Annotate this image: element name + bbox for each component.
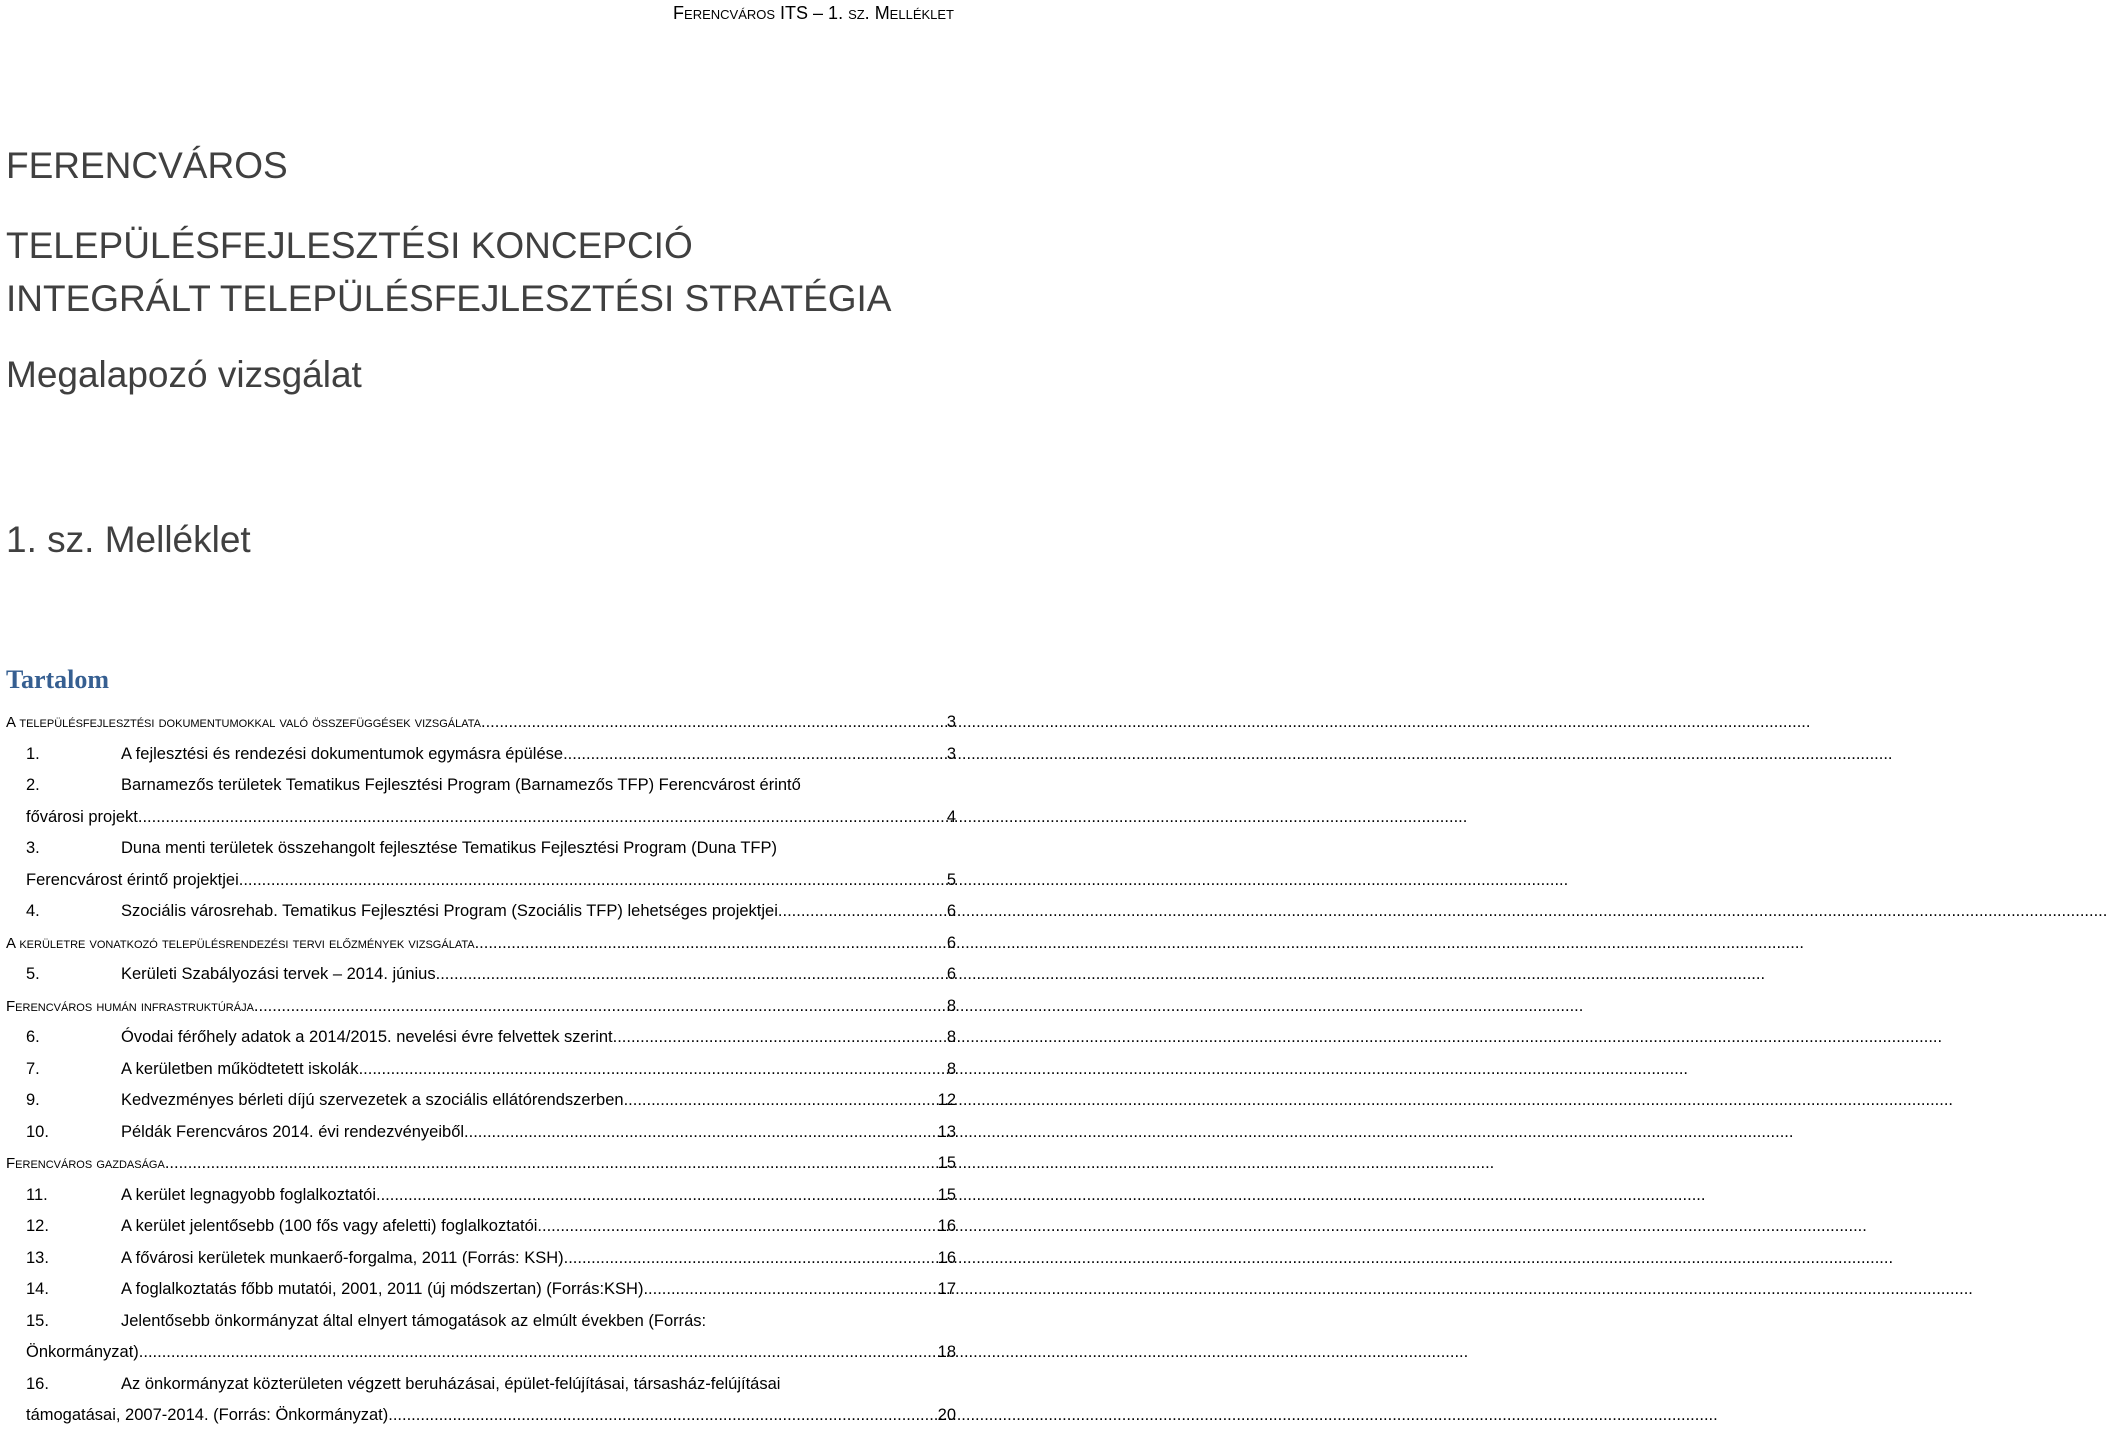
- toc-page-number: 5: [946, 870, 956, 889]
- title-line-3: INTEGRÁLT TELEPÜLÉSFEJLESZTÉSI STRATÉGIA: [6, 278, 892, 319]
- toc-leader-dots: [564, 1243, 936, 1275]
- toc-section-link[interactable]: [6, 707, 956, 739]
- toc-entry-text: A fejlesztési és rendezési dokumentumok egymásra épülése: [121, 744, 564, 763]
- toc-leader-dots: [436, 959, 945, 991]
- toc-entry-link[interactable]: [6, 896, 956, 928]
- toc-entry-link[interactable]: [6, 1054, 956, 1086]
- toc-entry-link[interactable]: [6, 1117, 956, 1149]
- toc-entry-text: A kerületben működtetett iskolák: [121, 1059, 359, 1078]
- toc-entry-number: 15.: [26, 1311, 49, 1330]
- toc-entry-link[interactable]: [6, 1369, 956, 1401]
- toc-page-number: 3: [946, 713, 956, 731]
- running-header-title: Ferencváros ITS – 1. sz. Melléklet: [673, 3, 954, 23]
- toc-page-number: 16: [937, 1248, 956, 1267]
- table-of-contents: [6, 707, 956, 1432]
- toc-entry-continuation[interactable]: [6, 802, 956, 834]
- toc-leader-dots: [254, 991, 945, 1023]
- toc-entry-number: 6.: [26, 1028, 40, 1046]
- toc-entry-link[interactable]: [6, 833, 956, 865]
- toc-entry-link[interactable]: [6, 1243, 956, 1275]
- toc-leader-dots: [475, 928, 945, 960]
- toc-entry-text-cont: Önkormányzat): [26, 1343, 139, 1361]
- toc-leader-dots: [138, 802, 945, 834]
- toc-leader-dots: [139, 1337, 936, 1369]
- toc-entry-number: 7.: [26, 1059, 40, 1078]
- toc-entry-text-cont: Ferencvárost érintő projektjei: [26, 870, 239, 889]
- toc-entry-text: Szociális városrehab. Tematikus Fejlesztési Program (Szociális TFP) lehetséges projektjei: [121, 902, 778, 920]
- toc-section-link[interactable]: [6, 928, 956, 960]
- toc-entry-number: 11.: [26, 1185, 48, 1204]
- toc-entry-number: 10.: [26, 1122, 49, 1141]
- toc-entry-text-cont: támogatásai, 2007-2014. (Forrás: Önkormányzat): [26, 1406, 389, 1424]
- toc-page-number: 3: [946, 744, 956, 763]
- toc-entry-text: Ferencváros humán infrastruktúrája: [6, 997, 254, 1015]
- toc-page-number: 8: [946, 1028, 956, 1046]
- toc-leader-dots: [376, 1180, 936, 1212]
- toc-entry-number: 16.: [26, 1374, 49, 1393]
- toc-page-number: 6: [946, 902, 956, 920]
- toc-leader-dots: [359, 1054, 945, 1086]
- toc-entry-text: Duna menti területek összehangolt fejlesztése Tematikus Fejlesztési Program (Duna TFP): [121, 839, 778, 857]
- toc-entry-number: 12.: [26, 1217, 49, 1235]
- toc-entry-link[interactable]: [6, 1306, 956, 1338]
- toc-entry-number: 1.: [26, 744, 40, 763]
- toc-entry-number: 13.: [26, 1248, 49, 1267]
- toc-entry-text: Kedvezményes bérleti díjú szervezetek a szociális ellátórendszerben: [121, 1091, 624, 1109]
- toc-entry-continuation[interactable]: [6, 865, 956, 897]
- toc-page-number: 12: [937, 1091, 956, 1109]
- toc-entry-number: 2.: [26, 776, 40, 794]
- toc-page-number: 16: [937, 1217, 956, 1235]
- toc-leader-dots: [778, 896, 945, 928]
- toc-entry-text: Barnamezős területek Tematikus Fejlesztési Program (Barnamezős TFP) Ferencvárost érintő: [121, 776, 801, 794]
- toc-leader-dots: [388, 1400, 935, 1432]
- toc-page-number: 8: [946, 1059, 956, 1078]
- toc-entry-number: 9.: [26, 1091, 40, 1109]
- toc-page-number: 8: [946, 996, 956, 1015]
- toc-entry-text: Az önkormányzat közterületen végzett beruházásai, épület-felújításai, társasház-felújításai: [121, 1374, 781, 1393]
- toc-page-number: 6: [946, 965, 956, 983]
- toc-leader-dots: [613, 1022, 945, 1054]
- toc-leader-dots: [481, 707, 945, 739]
- toc-page-number: 15: [937, 1185, 956, 1204]
- toc-entry-link[interactable]: [6, 959, 956, 991]
- toc-entry-text: Példák Ferencváros 2014. évi rendezvényeiből: [121, 1122, 465, 1141]
- toc-entry-link[interactable]: [6, 739, 956, 771]
- toc-page-number: 6: [946, 933, 956, 952]
- toc-entry-text: A foglalkoztatás főbb mutatói, 2001, 2011 (új módszertan) (Forrás:KSH): [121, 1280, 644, 1298]
- toc-entry-number: 14.: [26, 1280, 49, 1298]
- title-line-5: 1. sz. Melléklet: [6, 519, 251, 560]
- toc-leader-dots: [643, 1274, 935, 1306]
- toc-entry-continuation[interactable]: [6, 1337, 956, 1369]
- toc-page-number: 17: [937, 1280, 956, 1298]
- toc-entry-text: Óvodai férőhely adatok a 2014/2015. nevelési évre felvettek szerint: [121, 1028, 613, 1046]
- toc-leader-dots: [464, 1117, 936, 1149]
- toc-entry-link[interactable]: [6, 770, 956, 802]
- running-header: [673, 2, 954, 24]
- toc-page-number: 4: [946, 807, 956, 826]
- toc-page-number: 15: [937, 1154, 956, 1172]
- toc-page-number: 13: [937, 1122, 956, 1141]
- toc-entry-text: A fővárosi kerületek munkaerő-forgalma, 2011 (Forrás: KSH): [121, 1248, 564, 1267]
- toc-leader-dots: [239, 865, 945, 897]
- toc-entry-link[interactable]: [6, 1211, 956, 1243]
- toc-section-link[interactable]: [6, 991, 956, 1023]
- title-line-2: TELEPÜLÉSFEJLESZTÉSI KONCEPCIÓ: [6, 225, 693, 266]
- toc-leader-dots: [624, 1085, 936, 1117]
- toc-entry-text: A kerület jelentősebb (100 fős vagy afeletti) foglalkoztatói: [121, 1217, 538, 1235]
- toc-entry-text-cont: fővárosi projekt: [26, 807, 138, 826]
- toc-page-number: 20: [937, 1406, 956, 1424]
- toc-page-number: 18: [937, 1343, 956, 1361]
- toc-entry-text: A településfejlesztési dokumentumokkal való összefüggések vizsgálata: [6, 714, 482, 731]
- toc-leader-dots: [537, 1211, 935, 1243]
- toc-leader-dots: [165, 1148, 936, 1180]
- toc-entry-link[interactable]: [6, 1180, 956, 1212]
- toc-section-link[interactable]: [6, 1148, 956, 1180]
- toc-entry-link[interactable]: [6, 1022, 956, 1054]
- toc-heading: Tartalom: [6, 665, 110, 694]
- title-line-1: FERENCVÁROS: [6, 145, 288, 186]
- toc-entry-continuation[interactable]: [6, 1400, 956, 1432]
- toc-entry-text: Kerületi Szabályozási tervek – 2014. június: [121, 965, 436, 983]
- toc-entry-number: 5.: [26, 965, 40, 983]
- toc-entry-number: 3.: [26, 839, 40, 857]
- toc-entry-text: A kerület legnagyobb foglalkoztatói: [121, 1185, 377, 1204]
- toc-entry-text: Jelentősebb önkormányzat által elnyert támogatások az elmúlt években (Forrás:: [121, 1311, 707, 1330]
- toc-entry-text: Ferencváros gazdasága: [6, 1155, 165, 1172]
- toc-entry-number: 4.: [26, 902, 40, 920]
- toc-entry-text: A kerületre vonatkozó településrendezési tervi előzmények vizsgálata: [6, 934, 475, 952]
- toc-leader-dots: [563, 739, 945, 771]
- toc-entry-link[interactable]: [6, 1274, 956, 1306]
- title-line-4: Megalapozó vizsgálat: [6, 354, 362, 395]
- toc-entry-link[interactable]: [6, 1085, 956, 1117]
